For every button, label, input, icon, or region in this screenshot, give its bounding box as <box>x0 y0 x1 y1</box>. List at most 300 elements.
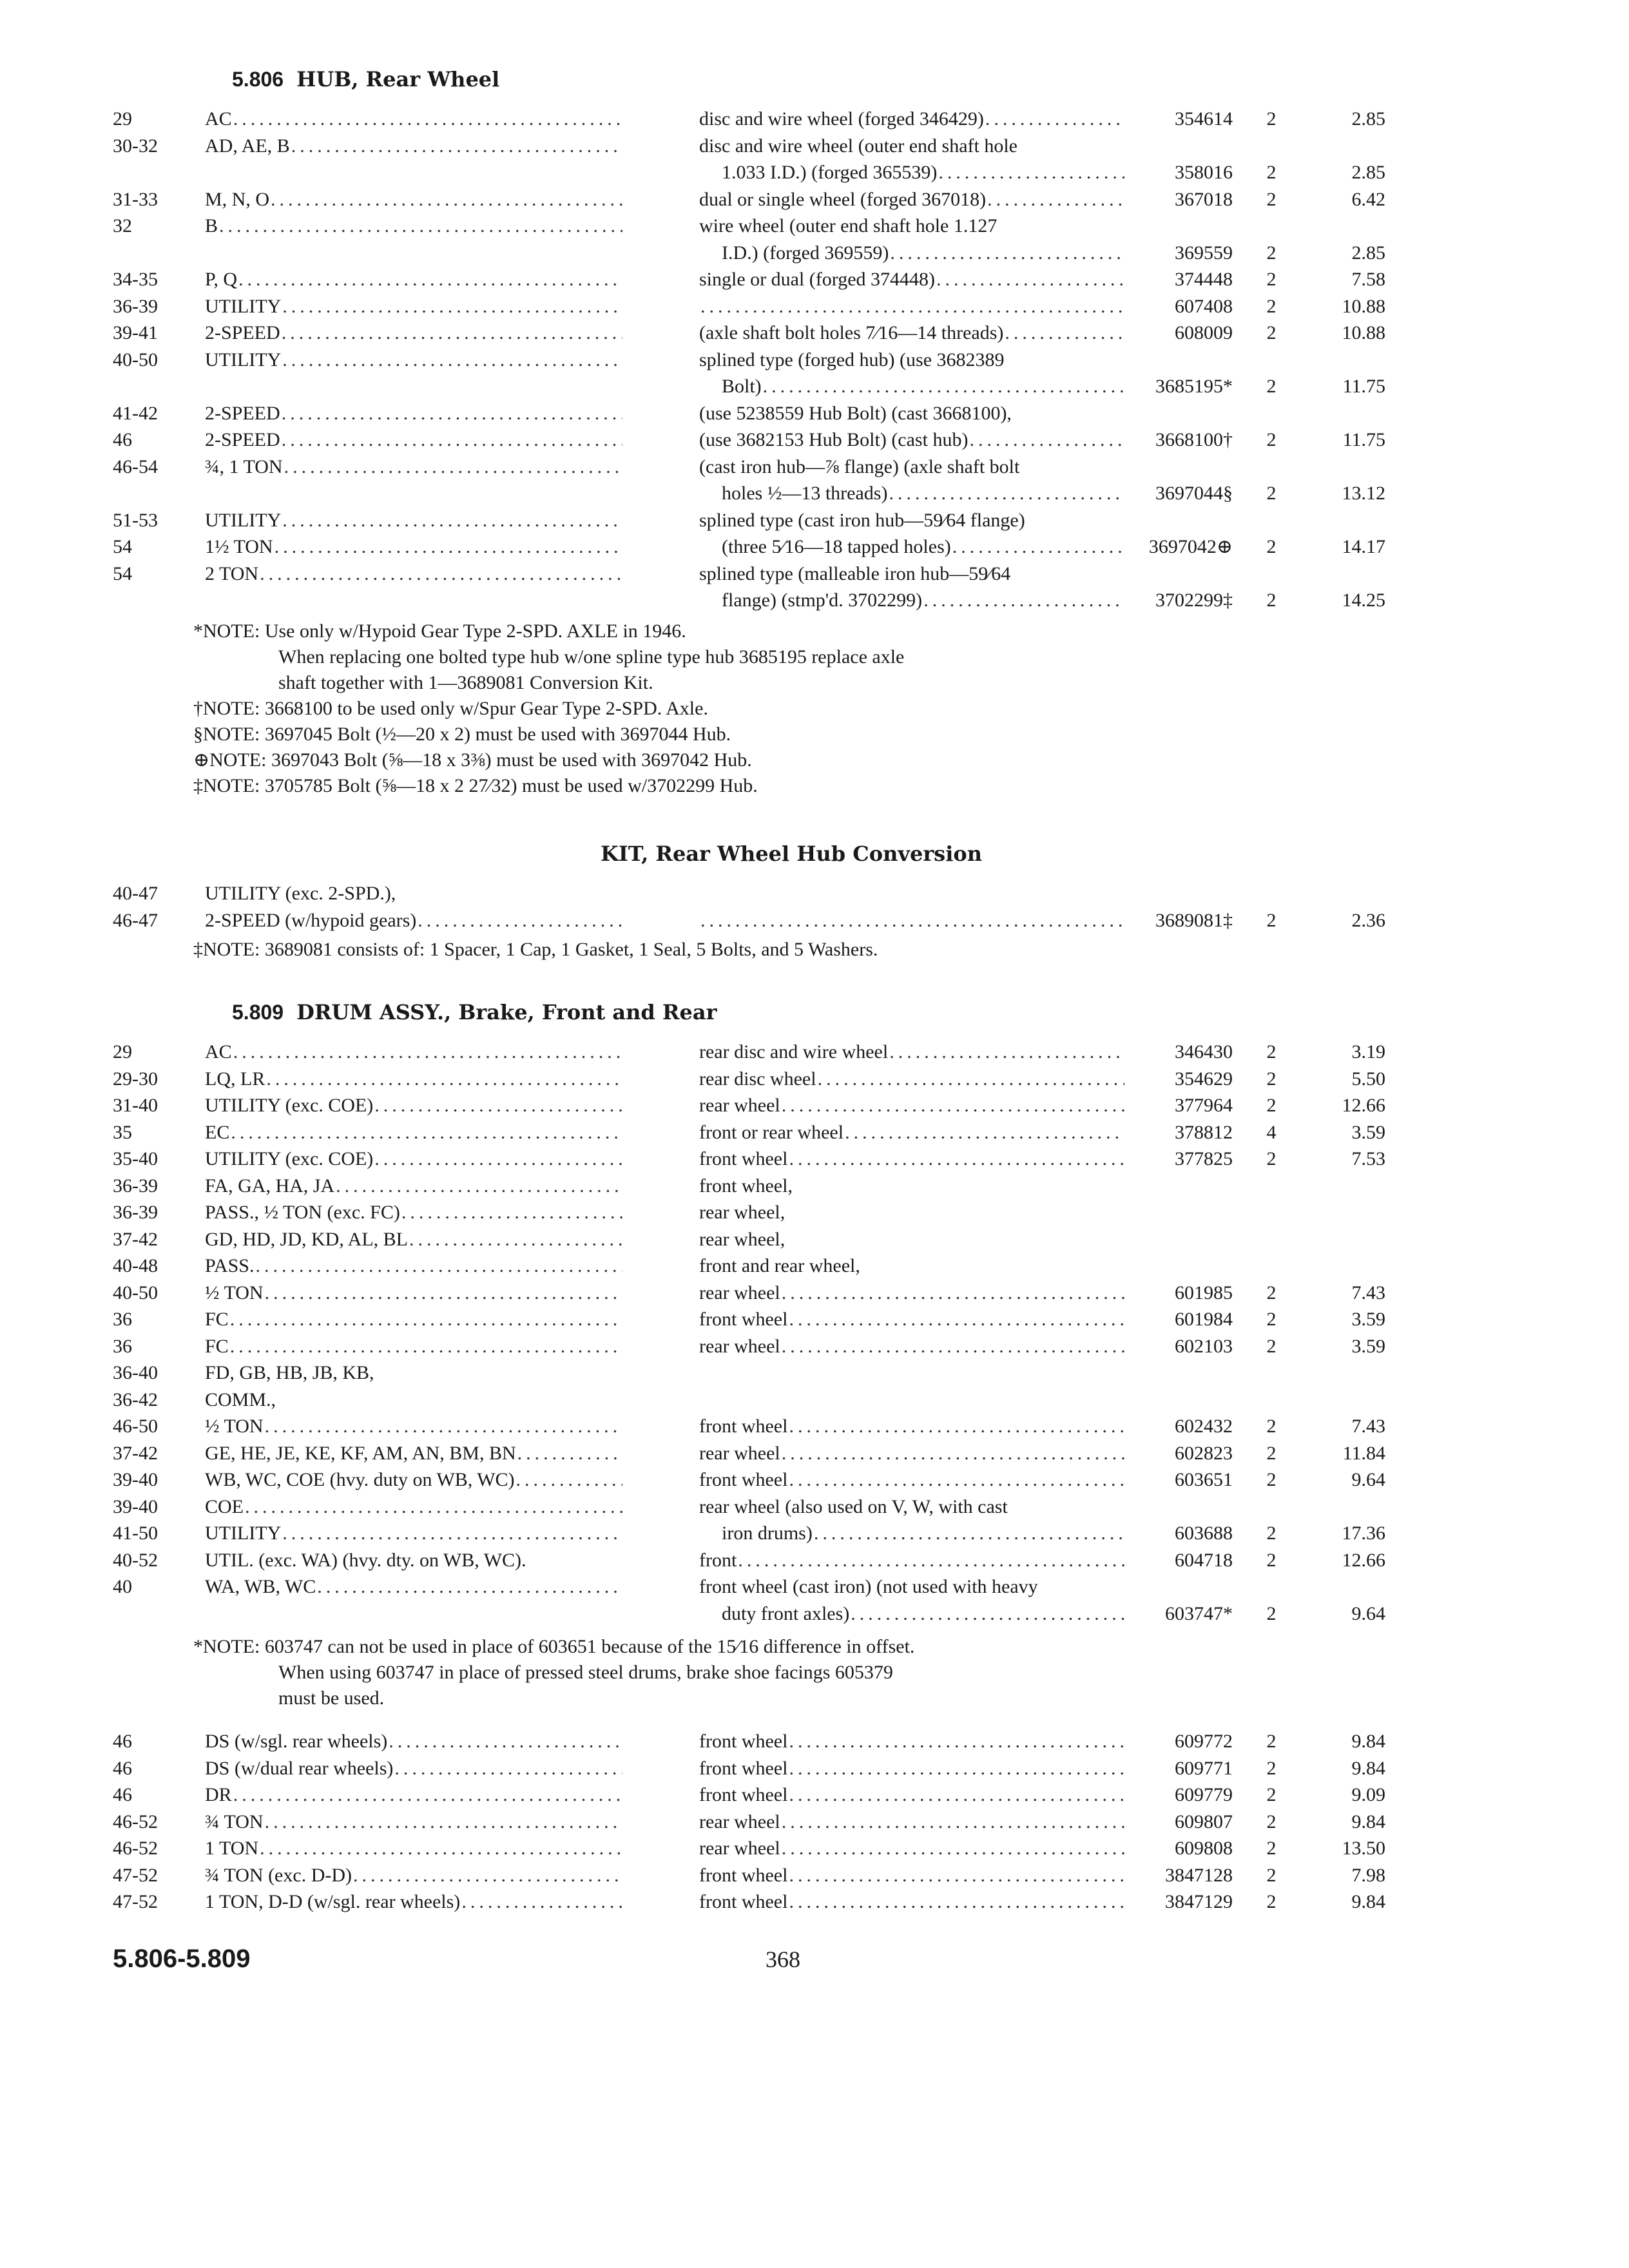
table-row <box>0 1547 1629 1574</box>
part-description-text: front wheel <box>699 1148 788 1169</box>
list-price: 11.75 <box>1342 429 1385 450</box>
part-description: splined type (malleable iron hub—59⁄64 <box>699 562 1011 584</box>
quantity: 2 <box>1266 590 1277 611</box>
dot-leader <box>782 1835 1124 1862</box>
part-description <box>699 1888 1124 1916</box>
table-row <box>0 1728 1629 1755</box>
table-row <box>0 240 1629 267</box>
dot-leader <box>936 266 1124 293</box>
table-row <box>0 320 1629 347</box>
dot-leader <box>1005 320 1124 347</box>
list-price: 9.64 <box>1351 1469 1385 1490</box>
part-number: 354629 <box>1175 1068 1233 1090</box>
part-number: 602432 <box>1175 1416 1233 1437</box>
dot-leader <box>818 1066 1124 1093</box>
quantity: 2 <box>1266 1148 1277 1169</box>
dot-leader <box>987 186 1124 213</box>
dot-leader <box>985 106 1124 133</box>
dot-leader <box>782 1333 1124 1360</box>
model-codes-text: PASS., ½ TON (exc. FC) <box>205 1202 400 1223</box>
part-description-text: holes ½—13 threads) <box>722 483 888 504</box>
model-codes <box>205 1888 622 1916</box>
part-description-text: rear wheel <box>699 1095 780 1116</box>
part-description-text: single or dual (forged 374448) <box>699 269 936 290</box>
model-codes-text: 2-SPEED <box>205 322 280 343</box>
hub-section-title: HUB, Rear Wheel <box>296 67 500 91</box>
part-description <box>699 1862 1124 1889</box>
part-number: 3697044§ <box>1155 483 1233 504</box>
part-description <box>699 1466 1124 1494</box>
quantity: 2 <box>1266 429 1277 450</box>
table-row <box>0 186 1629 213</box>
part-description <box>699 1146 1124 1173</box>
part-description-text: front wheel <box>699 1891 788 1912</box>
drum-parts-table-2 <box>0 1728 1629 1916</box>
part-number: 609807 <box>1175 1811 1233 1832</box>
part-description-text: front wheel <box>699 1416 788 1437</box>
dot-leader <box>517 1440 622 1467</box>
year-range: 34-35 <box>113 269 158 290</box>
year-range: 54 <box>113 536 132 557</box>
dot-leader <box>238 266 622 293</box>
list-price: 11.84 <box>1342 1442 1385 1464</box>
list-price: 3.59 <box>1351 1309 1385 1330</box>
model-codes-text: DS (w/sgl. rear wheels) <box>205 1731 388 1752</box>
part-description-text: Bolt) <box>722 376 762 397</box>
dot-leader <box>969 427 1124 454</box>
quantity: 2 <box>1266 295 1277 317</box>
part-description-text: front wheel <box>699 1309 788 1330</box>
year-range: 35-40 <box>113 1148 158 1169</box>
quantity: 2 <box>1266 1282 1277 1303</box>
part-number: 3685195* <box>1155 376 1233 397</box>
part-description-text: 1.033 I.D.) (forged 365539) <box>722 162 938 183</box>
part-description: splined type (cast iron hub—59⁄64 flange) <box>699 509 1025 531</box>
part-description-text: rear wheel <box>699 1282 780 1303</box>
model-codes-text: UTILITY (exc. COE) <box>205 1148 374 1169</box>
model-codes-text: DR <box>205 1784 232 1805</box>
part-description <box>699 907 1124 934</box>
part-number: 603688 <box>1175 1523 1233 1544</box>
part-description <box>722 1520 1124 1547</box>
part-description <box>699 427 1124 454</box>
footnote: ‡NOTE: 3705785 Bolt (⅝—18 x 2 27⁄32) must be used w/3702299 Hub. <box>193 775 758 796</box>
year-range: 46 <box>113 1784 132 1805</box>
table-row <box>0 1280 1629 1307</box>
table-row <box>0 1066 1629 1093</box>
dot-leader <box>763 373 1124 400</box>
part-number: 377964 <box>1175 1095 1233 1116</box>
part-description <box>722 480 1124 507</box>
quantity: 2 <box>1266 188 1277 210</box>
part-description <box>699 320 1124 347</box>
model-codes-text: P, Q <box>205 269 238 290</box>
list-price: 7.53 <box>1351 1148 1385 1169</box>
year-range: 36 <box>113 1309 132 1330</box>
part-description <box>699 1066 1124 1093</box>
model-codes <box>205 1226 622 1253</box>
dot-leader <box>317 1573 622 1600</box>
table-row <box>0 133 1629 160</box>
model-codes-text: ½ TON <box>205 1416 264 1437</box>
dot-leader <box>814 1520 1124 1547</box>
footnote: When using 603747 in place of pressed steel drums, brake shoe facings 605379 <box>278 1662 893 1683</box>
footnote: shaft together with 1—3689081 Conversion Kit. <box>278 672 653 693</box>
footer-section-code: 5.806-5.809 <box>113 1945 251 1973</box>
model-codes-text: 2-SPEED <box>205 429 280 450</box>
model-codes <box>205 1728 622 1755</box>
part-number: 607408 <box>1175 295 1233 317</box>
dot-leader <box>282 427 622 454</box>
quantity: 2 <box>1266 1602 1277 1624</box>
part-description: wire wheel (outer end shaft hole 1.127 <box>699 215 998 236</box>
dot-leader <box>401 1199 622 1226</box>
table-row <box>0 1360 1629 1387</box>
model-codes-text: LQ, LR <box>205 1068 265 1090</box>
drum-section-number: 5.809 <box>232 1001 284 1024</box>
dot-leader <box>789 1413 1124 1440</box>
part-description <box>722 159 1124 186</box>
part-description-text: front <box>699 1549 737 1571</box>
year-range: 41-42 <box>113 402 158 424</box>
part-number: 3702299‡ <box>1155 590 1233 611</box>
part-description-text: I.D.) (forged 369559) <box>722 242 889 264</box>
table-row <box>0 1306 1629 1333</box>
table-row <box>0 1466 1629 1494</box>
year-range: 40-50 <box>113 349 158 370</box>
table-row <box>0 293 1629 320</box>
model-codes-text: ¾ TON (exc. D-D) <box>205 1864 352 1886</box>
part-number: 367018 <box>1175 188 1233 210</box>
list-price: 10.88 <box>1342 295 1385 317</box>
model-codes-text: ¾, 1 TON <box>205 456 283 477</box>
dot-leader <box>291 133 622 160</box>
model-codes <box>205 454 622 481</box>
table-row <box>0 1755 1629 1782</box>
table-row <box>0 1119 1629 1146</box>
footnote: ⊕NOTE: 3697043 Bolt (⅝—18 x 3⅜) must be used with 3697042 Hub. <box>193 749 752 771</box>
dot-leader <box>282 347 622 374</box>
model-codes-text: 1 TON <box>205 1838 259 1859</box>
quantity: 2 <box>1266 269 1277 290</box>
dot-leader <box>789 1146 1124 1173</box>
model-codes-text: WB, WC, COE (hvy. duty on WB, WC) <box>205 1469 515 1490</box>
part-description <box>699 1728 1124 1755</box>
year-range: 54 <box>113 562 132 584</box>
list-price: 11.75 <box>1342 376 1385 397</box>
part-description <box>722 240 1124 267</box>
dot-leader <box>782 1809 1124 1836</box>
year-range: 36-40 <box>113 1362 158 1383</box>
part-number: 3847129 <box>1165 1891 1233 1912</box>
quantity: 2 <box>1266 1864 1277 1886</box>
model-codes-text: FA, GA, HA, JA <box>205 1175 335 1196</box>
table-row <box>0 427 1629 454</box>
year-range: 39-41 <box>113 322 158 343</box>
dot-leader <box>282 1520 622 1547</box>
table-row <box>0 1387 1629 1414</box>
part-description <box>699 1809 1124 1836</box>
model-codes <box>205 1862 622 1889</box>
table-row <box>0 1226 1629 1253</box>
hub-section-number: 5.806 <box>232 68 284 91</box>
dot-leader <box>789 1782 1124 1809</box>
year-range: 37-42 <box>113 1228 158 1250</box>
model-codes-text: AD, AE, B <box>205 135 290 157</box>
dot-leader <box>265 1809 622 1836</box>
year-range: 47-52 <box>113 1864 158 1886</box>
part-description <box>699 1039 1124 1066</box>
part-description: (cast iron hub—⅞ flange) (axle shaft bolt <box>699 456 1020 477</box>
model-codes: COMM., <box>205 1389 276 1410</box>
table-row <box>0 880 1629 907</box>
list-price: 5.50 <box>1351 1068 1385 1090</box>
year-range: 36-39 <box>113 295 158 317</box>
part-number: 602823 <box>1175 1442 1233 1464</box>
quantity: 2 <box>1266 162 1277 183</box>
table-row <box>0 1039 1629 1066</box>
list-price: 10.88 <box>1342 322 1385 343</box>
year-range: 46-50 <box>113 1416 158 1437</box>
list-price: 2.85 <box>1351 242 1385 264</box>
part-description: (use 5238559 Hub Bolt) (cast 3668100), <box>699 402 1012 424</box>
year-range: 46-52 <box>113 1811 158 1832</box>
quantity: 2 <box>1266 1838 1277 1859</box>
list-price: 9.84 <box>1351 1811 1385 1832</box>
part-description <box>722 373 1124 400</box>
model-codes <box>205 1306 622 1333</box>
part-description-text: rear wheel <box>699 1838 780 1859</box>
kit-notes <box>0 937 1629 963</box>
footnote: When replacing one bolted type hub w/one spline type hub 3685195 replace axle <box>278 646 905 668</box>
part-number: 374448 <box>1175 269 1233 290</box>
table-row <box>0 347 1629 374</box>
year-range: 35 <box>113 1121 132 1143</box>
dot-leader <box>461 1888 622 1916</box>
dot-leader <box>284 454 622 481</box>
part-number: 3668100† <box>1155 429 1233 450</box>
model-codes <box>205 293 622 320</box>
year-range: 36-39 <box>113 1202 158 1223</box>
table-row <box>0 1862 1629 1889</box>
model-codes-text: 2-SPEED <box>205 402 280 424</box>
dot-leader <box>851 1600 1124 1628</box>
model-codes-text: DS (w/dual rear wheels) <box>205 1757 394 1779</box>
dot-leader <box>336 1173 622 1200</box>
year-range: 32 <box>113 215 132 236</box>
drum-section-heading <box>232 1000 717 1024</box>
year-range: 29 <box>113 108 132 130</box>
part-number: 603651 <box>1175 1469 1233 1490</box>
part-description <box>699 1413 1124 1440</box>
dot-leader <box>265 1280 622 1307</box>
year-range: 40-52 <box>113 1549 158 1571</box>
model-codes <box>205 1755 622 1782</box>
dot-leader <box>789 1888 1124 1916</box>
model-codes-text: 1 TON, D-D (w/sgl. rear wheels) <box>205 1891 461 1912</box>
part-description-text: dual or single wheel (forged 367018) <box>699 188 987 210</box>
model-codes: UTILITY (exc. 2-SPD.), <box>205 883 396 904</box>
model-codes <box>205 1440 622 1467</box>
quantity: 2 <box>1266 909 1277 931</box>
dot-leader <box>260 561 622 588</box>
model-codes-text: AC <box>205 1041 232 1062</box>
quantity: 2 <box>1266 1523 1277 1544</box>
list-price: 3.59 <box>1351 1121 1385 1143</box>
table-row <box>0 373 1629 400</box>
dot-leader <box>233 1782 622 1809</box>
dot-leader <box>952 533 1124 561</box>
model-codes <box>205 507 622 534</box>
quantity: 2 <box>1266 1811 1277 1832</box>
footnote: ‡NOTE: 3689081 consists of: 1 Spacer, 1 Cap, 1 Gasket, 1 Seal, 5 Bolts, and 5 Washers. <box>193 939 878 960</box>
dot-leader <box>231 1119 622 1146</box>
dot-leader <box>789 1306 1124 1333</box>
part-number: 3697042⊕ <box>1148 536 1233 557</box>
part-description-text: disc and wire wheel (forged 346429) <box>699 108 984 130</box>
dot-leader <box>789 1862 1124 1889</box>
dot-leader <box>889 1039 1124 1066</box>
list-price: 12.66 <box>1342 1549 1385 1571</box>
quantity: 2 <box>1266 1731 1277 1752</box>
quantity: 2 <box>1266 536 1277 557</box>
dot-leader <box>789 1728 1124 1755</box>
model-codes <box>205 1280 622 1307</box>
part-number: 3847128 <box>1165 1864 1233 1886</box>
model-codes: FD, GB, HB, JB, KB, <box>205 1362 374 1383</box>
part-number: 604718 <box>1175 1549 1233 1571</box>
footnote: *NOTE: 603747 can not be used in place of 603651 because of the 15⁄16 difference in offset. <box>193 1636 915 1657</box>
quantity: 2 <box>1266 376 1277 397</box>
dot-leader <box>353 1862 622 1889</box>
part-number: 3689081‡ <box>1155 909 1233 931</box>
year-range: 46-54 <box>113 456 158 477</box>
dot-leader <box>266 1066 622 1093</box>
list-price: 14.17 <box>1342 536 1385 557</box>
part-description <box>699 1755 1124 1782</box>
dot-leader <box>265 1413 622 1440</box>
model-codes-text: WA, WB, WC <box>205 1576 316 1597</box>
model-codes-text: COE <box>205 1495 244 1517</box>
part-description-text: (use 3682153 Hub Bolt) (cast hub) <box>699 429 969 450</box>
list-price: 2.36 <box>1351 909 1385 931</box>
part-description <box>722 1600 1124 1628</box>
model-codes-text: ½ TON <box>205 1282 264 1303</box>
drum-notes <box>0 1634 1629 1711</box>
part-description: rear wheel (also used on V, W, with cast <box>699 1495 1008 1517</box>
part-description-text: rear disc and wire wheel <box>699 1041 889 1062</box>
model-codes <box>205 347 622 374</box>
part-description <box>699 1835 1124 1862</box>
part-description <box>699 1333 1124 1360</box>
table-row <box>0 561 1629 588</box>
model-codes-text: 2 TON <box>205 562 259 584</box>
dot-leader <box>418 907 622 934</box>
dot-leader <box>845 1119 1124 1146</box>
dot-leader <box>890 240 1124 267</box>
list-price: 12.66 <box>1342 1095 1385 1116</box>
table-row <box>0 159 1629 186</box>
year-range: 46 <box>113 1757 132 1779</box>
dot-leader <box>282 507 622 534</box>
dot-leader <box>782 1280 1124 1307</box>
dot-leader <box>260 1835 622 1862</box>
part-description-text: front wheel <box>699 1784 788 1805</box>
part-description-text: flange) (stmp'd. 3702299) <box>722 590 923 611</box>
dot-leader <box>409 1226 622 1253</box>
dot-leader <box>889 480 1124 507</box>
quantity: 2 <box>1266 1041 1277 1062</box>
footnote: must be used. <box>278 1687 385 1709</box>
model-codes <box>205 1039 622 1066</box>
model-codes <box>205 1146 622 1173</box>
model-codes <box>205 1066 622 1093</box>
hub-notes <box>0 619 1629 799</box>
model-codes-text: 1½ TON <box>205 536 273 557</box>
table-row <box>0 400 1629 427</box>
quantity: 2 <box>1266 1416 1277 1437</box>
list-price: 14.25 <box>1342 590 1385 611</box>
table-row <box>0 1092 1629 1119</box>
table-row <box>0 907 1629 934</box>
model-codes-text: GD, HD, JD, KD, AL, BL <box>205 1228 408 1250</box>
dot-leader <box>923 587 1124 614</box>
dot-leader <box>700 907 1124 934</box>
kit-section-title: KIT, Rear Wheel Hub Conversion <box>601 841 982 866</box>
year-range: 40 <box>113 1576 132 1597</box>
model-codes <box>205 400 622 427</box>
table-row <box>0 1333 1629 1360</box>
part-number: 346430 <box>1175 1041 1233 1062</box>
part-description <box>699 186 1124 213</box>
dot-leader <box>389 1728 622 1755</box>
year-range: 46 <box>113 1731 132 1752</box>
dot-leader <box>230 1306 622 1333</box>
part-number: 378812 <box>1175 1121 1233 1143</box>
model-codes-text: UTILITY <box>205 349 282 370</box>
part-number: 609772 <box>1175 1731 1233 1752</box>
model-codes <box>205 1520 622 1547</box>
dot-leader <box>738 1547 1124 1574</box>
list-price: 9.84 <box>1351 1757 1385 1779</box>
year-range: 29 <box>113 1041 132 1062</box>
model-codes <box>205 1835 622 1862</box>
model-codes: UTIL. (exc. WA) (hvy. dty. on WB, WC). <box>205 1549 526 1571</box>
table-row <box>0 454 1629 481</box>
dot-leader <box>789 1755 1124 1782</box>
part-description <box>699 293 1124 320</box>
year-range: 46-47 <box>113 909 158 931</box>
quantity: 2 <box>1266 242 1277 264</box>
year-range: 40-50 <box>113 1282 158 1303</box>
quantity: 2 <box>1266 1068 1277 1090</box>
year-range: 36 <box>113 1335 132 1357</box>
part-description <box>722 533 1124 561</box>
part-description-text: iron drums) <box>722 1523 813 1544</box>
part-number: 603747* <box>1165 1602 1233 1624</box>
model-codes-text: UTILITY <box>205 295 282 317</box>
part-description-text: rear disc wheel <box>699 1068 816 1090</box>
model-codes-text: UTILITY <box>205 1523 282 1544</box>
dot-leader <box>782 1092 1124 1119</box>
part-number: 608009 <box>1175 322 1233 343</box>
list-price: 9.84 <box>1351 1731 1385 1752</box>
list-price: 13.12 <box>1342 483 1385 504</box>
part-description-text: front wheel <box>699 1864 788 1886</box>
model-codes <box>205 907 622 934</box>
table-row <box>0 507 1629 534</box>
list-price: 3.59 <box>1351 1335 1385 1357</box>
